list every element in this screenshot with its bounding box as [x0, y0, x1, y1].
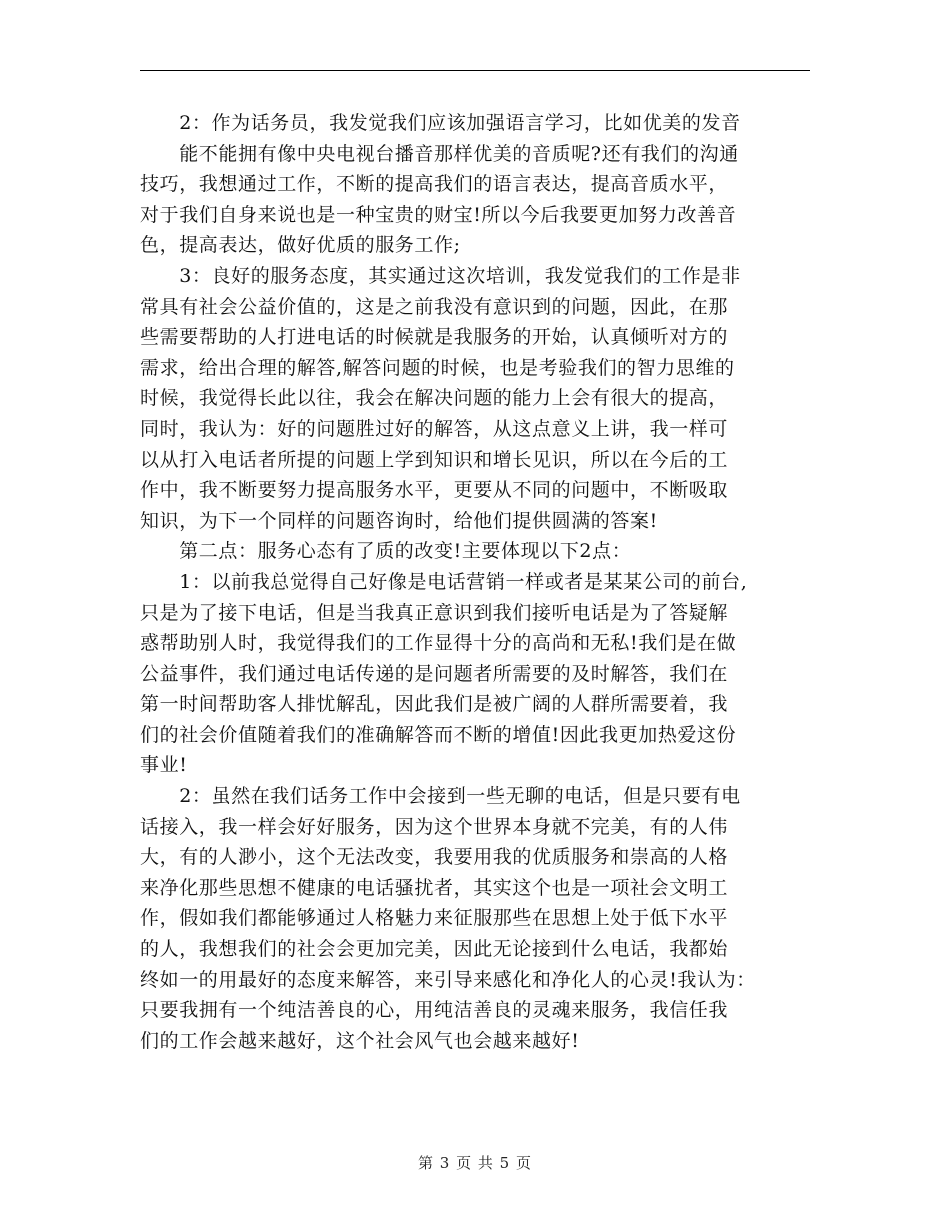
text-line: 的人，我想我们的社会会更加完美，因此无论接到什么电话，我都始 — [140, 938, 729, 961]
body-text — [140, 108, 820, 1056]
text-line: 们的工作会越来越好，这个社会风气也会越来越好! — [140, 1029, 580, 1052]
text-line: 1：以前我总觉得自己好像是电话营销一样或者是某某公司的前台, — [140, 570, 748, 593]
text-line: 2：作为话务员，我发觉我们应该加强语言学习，比如优美的发音 — [140, 112, 741, 134]
text-line: 同时，我认为：好的问题胜过好的解答，从这点意义上讲，我一样可 — [140, 417, 729, 440]
text-line: 只是为了接下电话，但是当我真正意识到我们接听电话是为了答疑解 — [140, 601, 729, 624]
text-line: 对于我们自身来说也是一种宝贵的财宝!所以今后我要更加努力改善音 — [140, 203, 737, 226]
text-line: 时候，我觉得长此以往，我会在解决问题的能力上会有很大的提高， — [140, 387, 729, 410]
text-line: 需求，给出合理的解答,解答问题的时候，也是考验我们的智力思维的 — [140, 356, 735, 379]
text-line: 惑帮助别人时，我觉得我们的工作显得十分的高尚和无私!我们是在做 — [140, 632, 737, 655]
page-footer: 第 3 页 共 5 页 — [418, 1154, 532, 1172]
text-line: 大，有的人渺小，这个无法改变，我要用我的优质服务和崇高的人格 — [140, 846, 729, 869]
text-line: 能不能拥有像中央电视台播音那样优美的音质呢?还有我们的沟通 — [140, 142, 739, 165]
text-line: 们的社会价值随着我们的准确解答而不断的增值!因此我更加热爱这份 — [140, 723, 737, 746]
text-line: 事业! — [140, 754, 188, 777]
text-line: 3：良好的服务态度，其实通过这次培训，我发觉我们的工作是非 — [140, 264, 741, 287]
text-line: 常具有社会公益价值的，这是之前我没有意识到的问题，因此，在那 — [140, 295, 729, 318]
text-line: 技巧，我想通过工作，不断的提高我们的语言表达，提高音质水平， — [140, 173, 729, 196]
text-line: 知识，为下一个同样的问题咨询时，给他们提供圆满的答案! — [140, 509, 658, 532]
text-line: 来净化那些思想不健康的电话骚扰者，其实这个也是一项社会文明工 — [140, 876, 729, 899]
text-line: 作中，我不断要努力提高服务水平，更要从不同的问题中，不断吸取 — [140, 479, 729, 502]
text-line: 第二点：服务心态有了质的改变!主要体现以下2点： — [140, 540, 632, 563]
text-line: 话接入，我一样会好好服务，因为这个世界本身就不完美，有的人伟 — [140, 815, 729, 838]
header-rule — [140, 70, 810, 71]
text-line: 2：虽然在我们话务工作中会接到一些无聊的电话，但是只要有电 — [140, 785, 741, 808]
text-line: 色，提高表达，做好优质的服务工作; — [140, 234, 461, 257]
text-line: 终如一的用最好的态度来解答，来引导来感化和净化人的心灵!我认为： — [140, 968, 756, 991]
text-line: 第一时间帮助客人排忧解乱，因此我们是被广阔的人群所需要着，我 — [140, 693, 729, 716]
text-line: 作，假如我们都能够通过人格魅力来征服那些在思想上处于低下水平 — [140, 907, 729, 930]
text-line: 公益事件，我们通过电话传递的是问题者所需要的及时解答，我们在 — [140, 662, 729, 685]
text-line: 以从打入电话者所提的问题上学到知识和增长见识，所以在今后的工 — [140, 448, 729, 471]
text-line: 只要我拥有一个纯洁善良的心，用纯洁善良的灵魂来服务，我信任我 — [140, 999, 729, 1022]
text-line: 些需要帮助的人打进电话的时候就是我服务的开始，认真倾听对方的 — [140, 326, 729, 349]
